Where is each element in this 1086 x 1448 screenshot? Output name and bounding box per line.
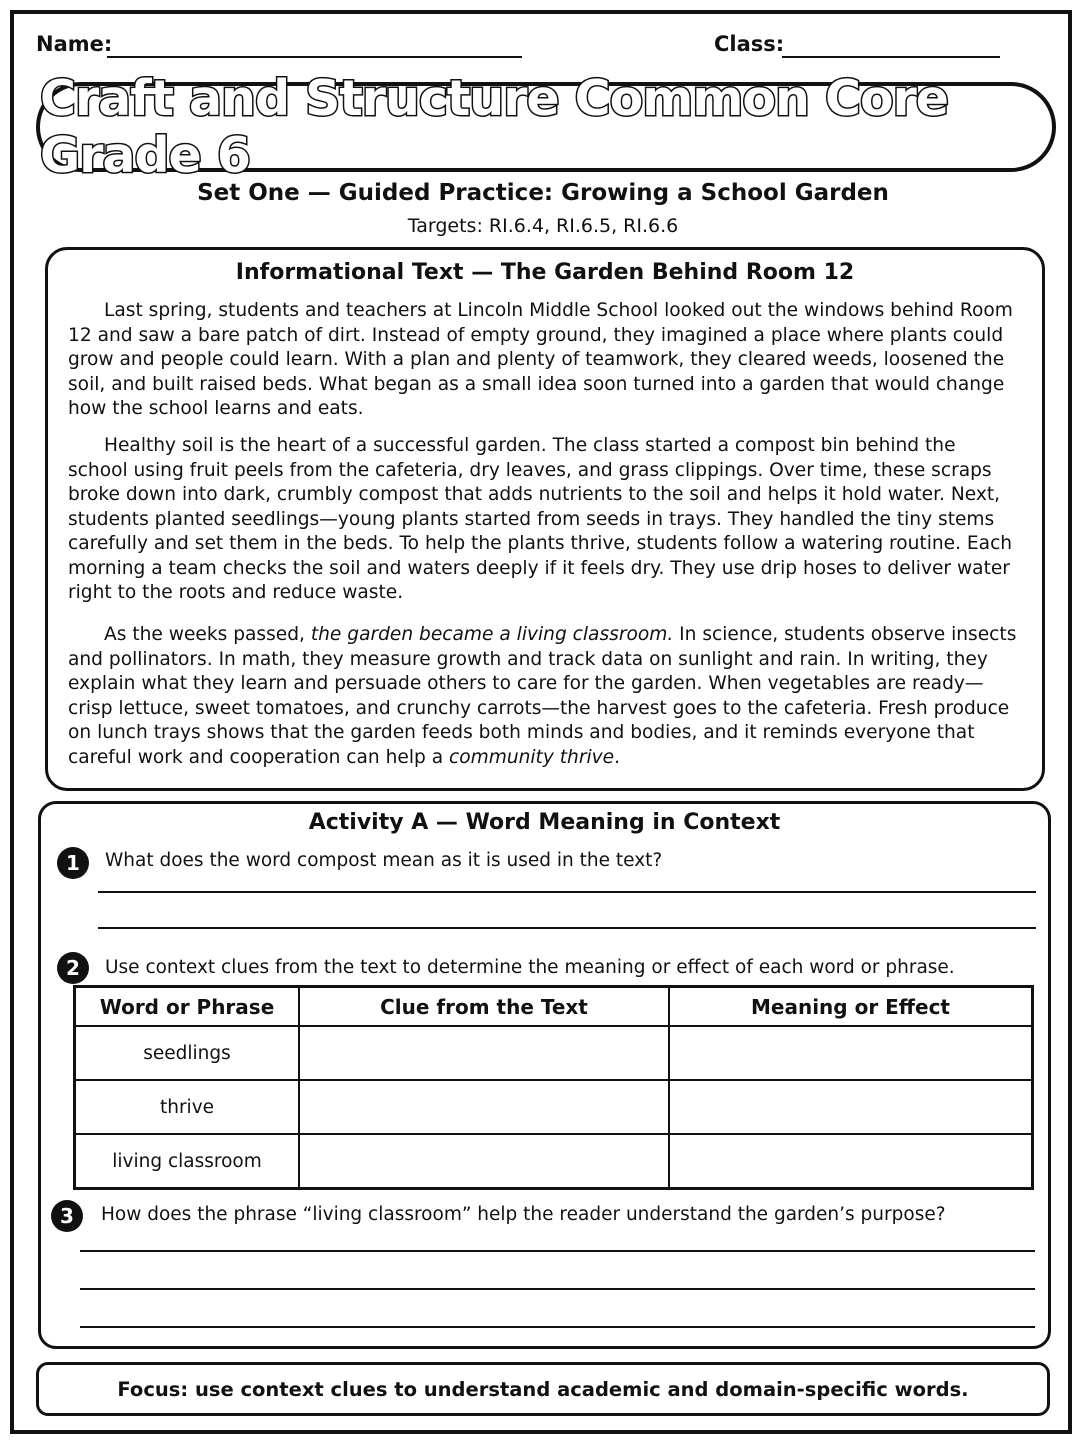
class-label: Class: [714, 32, 785, 56]
meaning-cell[interactable] [669, 1026, 1033, 1080]
question-1-text: What does the word compost mean as it is used in the text? [105, 850, 663, 871]
targets-label: Targets: RI.6.4, RI.6.5, RI.6.6 [407, 215, 679, 237]
paragraph-3-middle: In science, students observe insects and pollinators. In math, they measure growth and track data on sunlight and rain. In writing, they explain what they learn and persuade others to care for the garden. When vegetables are ready—crisp lettuce, sweet tomatoes, and crunchy carrots—the harvest goes to the cafeteria. Fresh produce on lunch trays shows that the garden feeds both minds and bodies, and it reminds everyone that careful work and cooperation can help a [68, 624, 1017, 768]
paragraph-3-italic: the garden became a living classroom. [310, 624, 674, 645]
paragraph-1: Last spring, students and teachers at Lincoln Middle School looked out the windows behind Room 12 and saw a bare patch of dirt. Instead of empty ground, they imagined a place where plants could grow and people could learn. With a plan and plenty of teamwork, they cleared weeds, loosened the soil, and built raised beds. What began as a small idea soon turned into a garden that would change how the school learns and eats. [68, 300, 1013, 419]
table-row [75, 1134, 1033, 1189]
question-1-number: 1 [57, 847, 89, 879]
table-header-row [75, 987, 1033, 1027]
paragraph-3-start: As the weeks passed, [104, 624, 311, 645]
informational-text-box [45, 247, 1045, 791]
focus-box [36, 1362, 1050, 1416]
table-row [75, 1026, 1033, 1080]
page-title: Craft and Structure Common Core Grade 6 [40, 70, 949, 184]
name-label: Name: [36, 32, 113, 56]
focus-text: Focus: use context clues to understand academic and domain-specific words. [117, 1377, 969, 1401]
meaning-cell[interactable] [669, 1134, 1033, 1189]
activity-heading: Activity A — Word Meaning in Context [308, 810, 781, 835]
clue-cell[interactable] [299, 1026, 669, 1080]
paragraph-3-end: . [614, 746, 621, 768]
question-3-number: 3 [51, 1200, 83, 1232]
answer-line-3a[interactable] [80, 1250, 1035, 1252]
class-line [782, 56, 1000, 58]
table-row [75, 1080, 1033, 1134]
text-heading: Informational Text — The Garden Behind Room 12 [235, 260, 855, 285]
column-header: Word or Phrase [75, 987, 300, 1027]
paragraph-2: Healthy soil is the heart of a successful garden. The class started a compost bin behind the school using fruit peels from the cafeteria, dry leaves, and grass clippings. Over time, these scraps broke down into dark, crumbly compost that adds nutrients to the soil and helps it hold water. Next, students planted seedlings—young plants started from seeds in trays. They handled the tiny stems carefully and set them in the beds. To help the plants thrive, students follow a watering routine. Each morning a team checks the soil and waters deeply if it feels dry. They use drip hoses to deliver water right to the roots and reduce waste. [68, 435, 1013, 603]
question-2-text: Use context clues from the text to determine the meaning or effect of each word or phrase. [105, 957, 955, 978]
column-header: Clue from the Text [299, 987, 669, 1027]
word-cell: thrive [75, 1080, 300, 1134]
clue-cell[interactable] [299, 1080, 669, 1134]
paragraph-3-italic-end: community thrive [449, 746, 615, 768]
answer-line-1a[interactable] [98, 891, 1036, 893]
paragraph-3 [68, 623, 1018, 770]
context-clues-table [73, 985, 1034, 1190]
name-line [107, 56, 522, 58]
clue-cell[interactable] [299, 1134, 669, 1189]
question-3-text: How does the phrase “living classroom” help the reader understand the garden’s purpose? [101, 1204, 946, 1225]
question-2-number: 2 [57, 952, 89, 984]
title-banner [36, 70, 1056, 184]
word-cell: living classroom [75, 1134, 300, 1189]
meaning-cell[interactable] [669, 1080, 1033, 1134]
column-header: Meaning or Effect [669, 987, 1033, 1027]
answer-line-3c[interactable] [80, 1326, 1035, 1328]
answer-line-3b[interactable] [80, 1288, 1035, 1290]
activity-a-box [38, 801, 1051, 1349]
word-cell: seedlings [75, 1026, 300, 1080]
set-subtitle: Set One — Guided Practice: Growing a School Garden [197, 180, 889, 206]
answer-line-1b[interactable] [98, 927, 1036, 929]
